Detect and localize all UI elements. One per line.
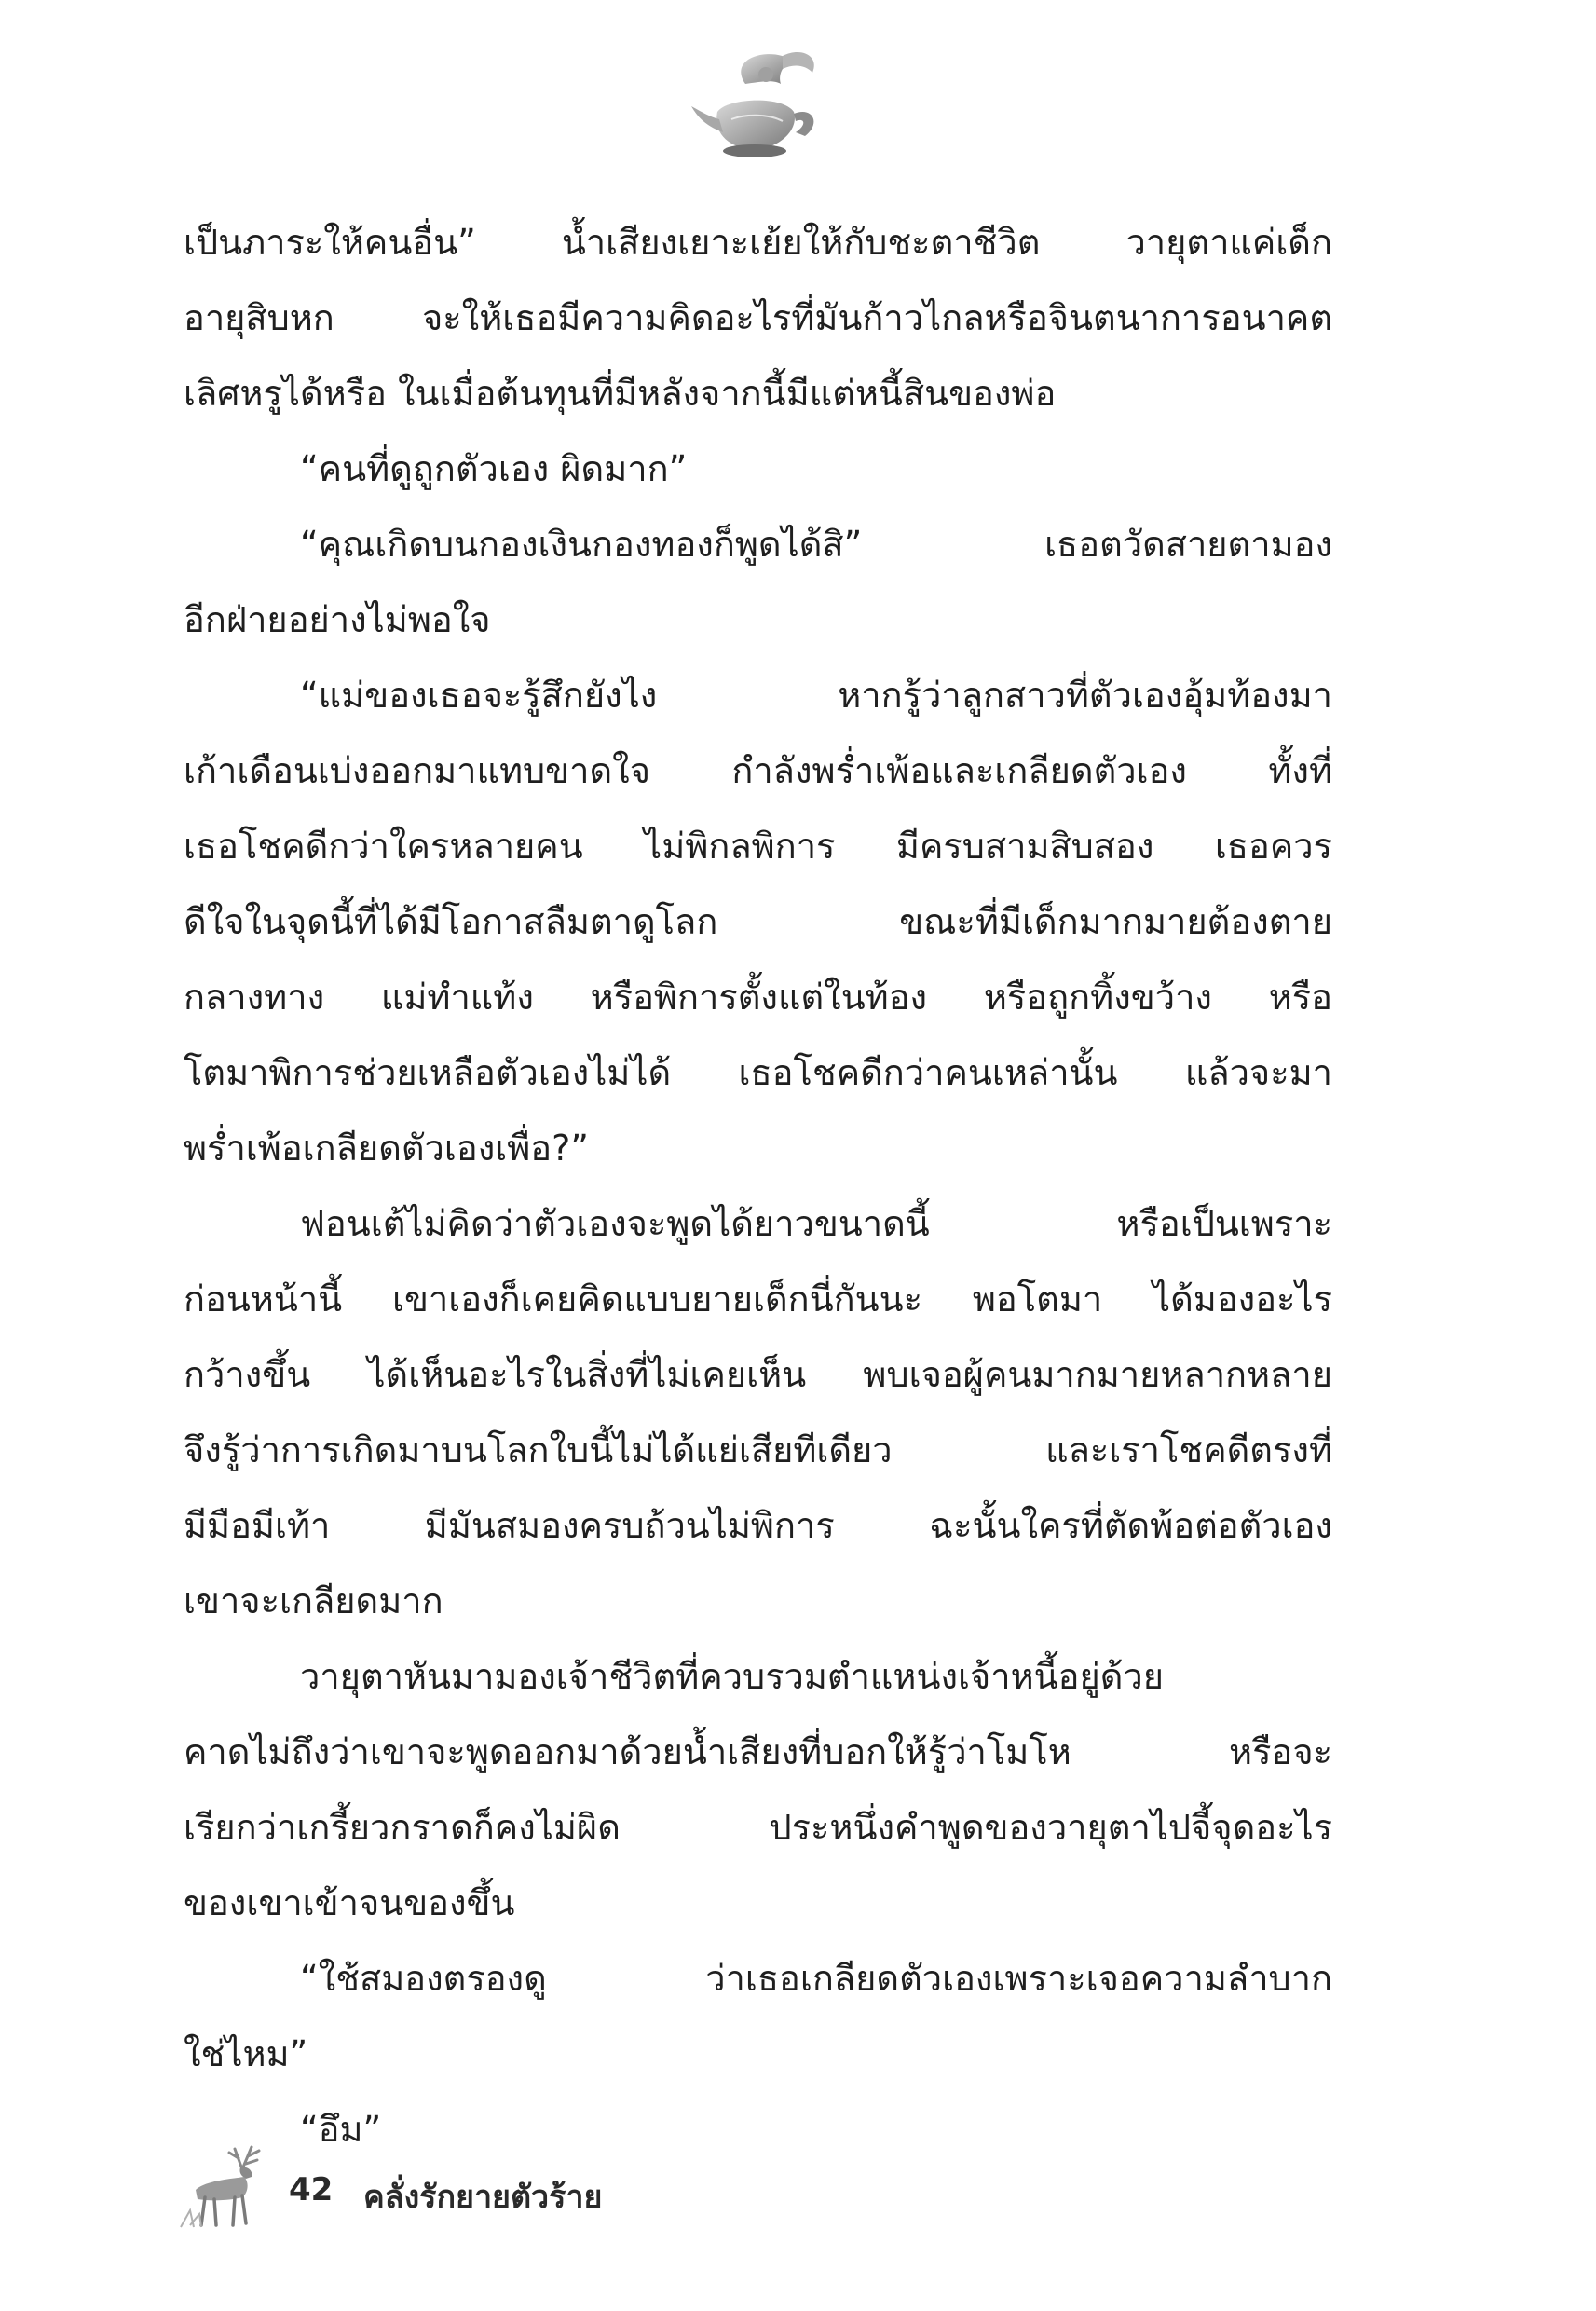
text-line: เลิศหรูได้หรือ ในเมื่อต้นทุนที่มีหลังจากนี้มีแต่หนี้สินของพ่อ [184,373,1057,414]
text-line: คาดไม่ถึงว่าเขาจะพูดออกมาด้วยน้ำเสียงที่บอกให้รู้ว่าโมโห หรือจะ [184,1731,1332,1772]
text-line: มีมือมีเท้า มีมันสมองครบถ้วนไม่พิการ ฉะนั้นใครที่ตัดพ้อต่อตัวเอง [184,1505,1332,1546]
text-line: เรียกว่าเกรี้ยวกราดก็คงไม่ผิด ประหนึ่งคำพูดของวายุตาไปจี้จุดอะไร [184,1807,1332,1848]
text-line: ของเขาเข้าจนของขึ้น [184,1882,515,1923]
page-number: 42 [289,2171,334,2208]
text-line: ดีใจในจุดนี้ที่ได้มีโอกาสลืมตาดูโลก ขณะที่มีเด็กมากมายต้องตาย [184,901,1332,942]
body-text [184,205,1332,2167]
text-line: วายุตาหันมามองเจ้าชีวิตที่ควบรวมตำแหน่งเจ้าหนี้อยู่ด้วย [300,1656,1164,1697]
text-line: อีกฝ่ายอย่างไม่พอใจ [184,599,491,640]
text-line: ก่อนหน้านี้ เขาเองก็เคยคิดแบบยายเด็กนี่กันนะ พอโตมา ได้มองอะไร [184,1279,1332,1320]
deer-icon [177,2132,280,2235]
text-line: เก้าเดือนเบ่งออกมาแทบขาดใจ กำลังพร่ำเพ้อและเกลียดตัวเอง ทั้งที่ [184,750,1332,791]
text-line: กว้างขึ้น ได้เห็นอะไรในสิ่งที่ไม่เคยเห็น พบเจอผู้คนมากมายหลากหลาย [184,1354,1332,1395]
cupid-teapot-ornament-icon [689,47,829,168]
text-line: “คุณเกิดบนกองเงินกองทองก็พูดได้สิ” เธอตวัดสายตามอง [300,524,1332,565]
text-line: โตมาพิการช่วยเหลือตัวเองไม่ได้ เธอโชคดีกว่าคนเหล่านั้น แล้วจะมา [184,1052,1332,1093]
text-line: “ใช้สมองตรองดู ว่าเธอเกลียดตัวเองเพราะเจอความลำบาก [300,1958,1332,1999]
text-line: เขาจะเกลียดมาก [184,1580,443,1621]
text-line: ฟอนเต้ไม่คิดว่าตัวเองจะพูดได้ยาวขนาดนี้ หรือเป็นเพราะ [300,1203,1332,1244]
text-line: จึงรู้ว่าการเกิดมาบนโลกใบนี้ไม่ได้แย่เสียทีเดียว และเราโชคดีตรงที่ [184,1429,1332,1470]
text-line: พร่ำเพ้อเกลียดตัวเองเพื่อ?” [184,1128,589,1169]
text-line: เป็นภาระให้คนอื่น” น้ำเสียงเยาะเย้ยให้กับชะตาชีวิต วายุตาแค่เด็ก [184,222,1332,263]
text-line: ใช่ไหม” [184,2033,308,2074]
page-footer [177,2132,736,2235]
text-line: กลางทาง แม่ทำแท้ง หรือพิการตั้งแต่ในท้อง หรือถูกทิ้งขว้าง หรือ [184,977,1332,1018]
text-line: เธอโชคดีกว่าใครหลายคน ไม่พิกลพิการ มีครบสามสิบสอง เธอควร [184,826,1332,867]
text-line: อายุสิบหก จะให้เธอมีความคิดอะไรที่มันก้าวไกลหรือจินตนาการอนาคต [184,297,1332,338]
text-line: “อึม” [300,2109,382,2150]
text-line: “แม่ของเธอจะรู้สึกยังไง หากรู้ว่าลูกสาวที่ตัวเองอุ้มท้องมา [300,675,1332,716]
book-title: คลั่งรักยายตัวร้าย [363,2179,603,2216]
text-line: “คนที่ดูถูกตัวเอง ผิดมาก” [300,448,688,489]
